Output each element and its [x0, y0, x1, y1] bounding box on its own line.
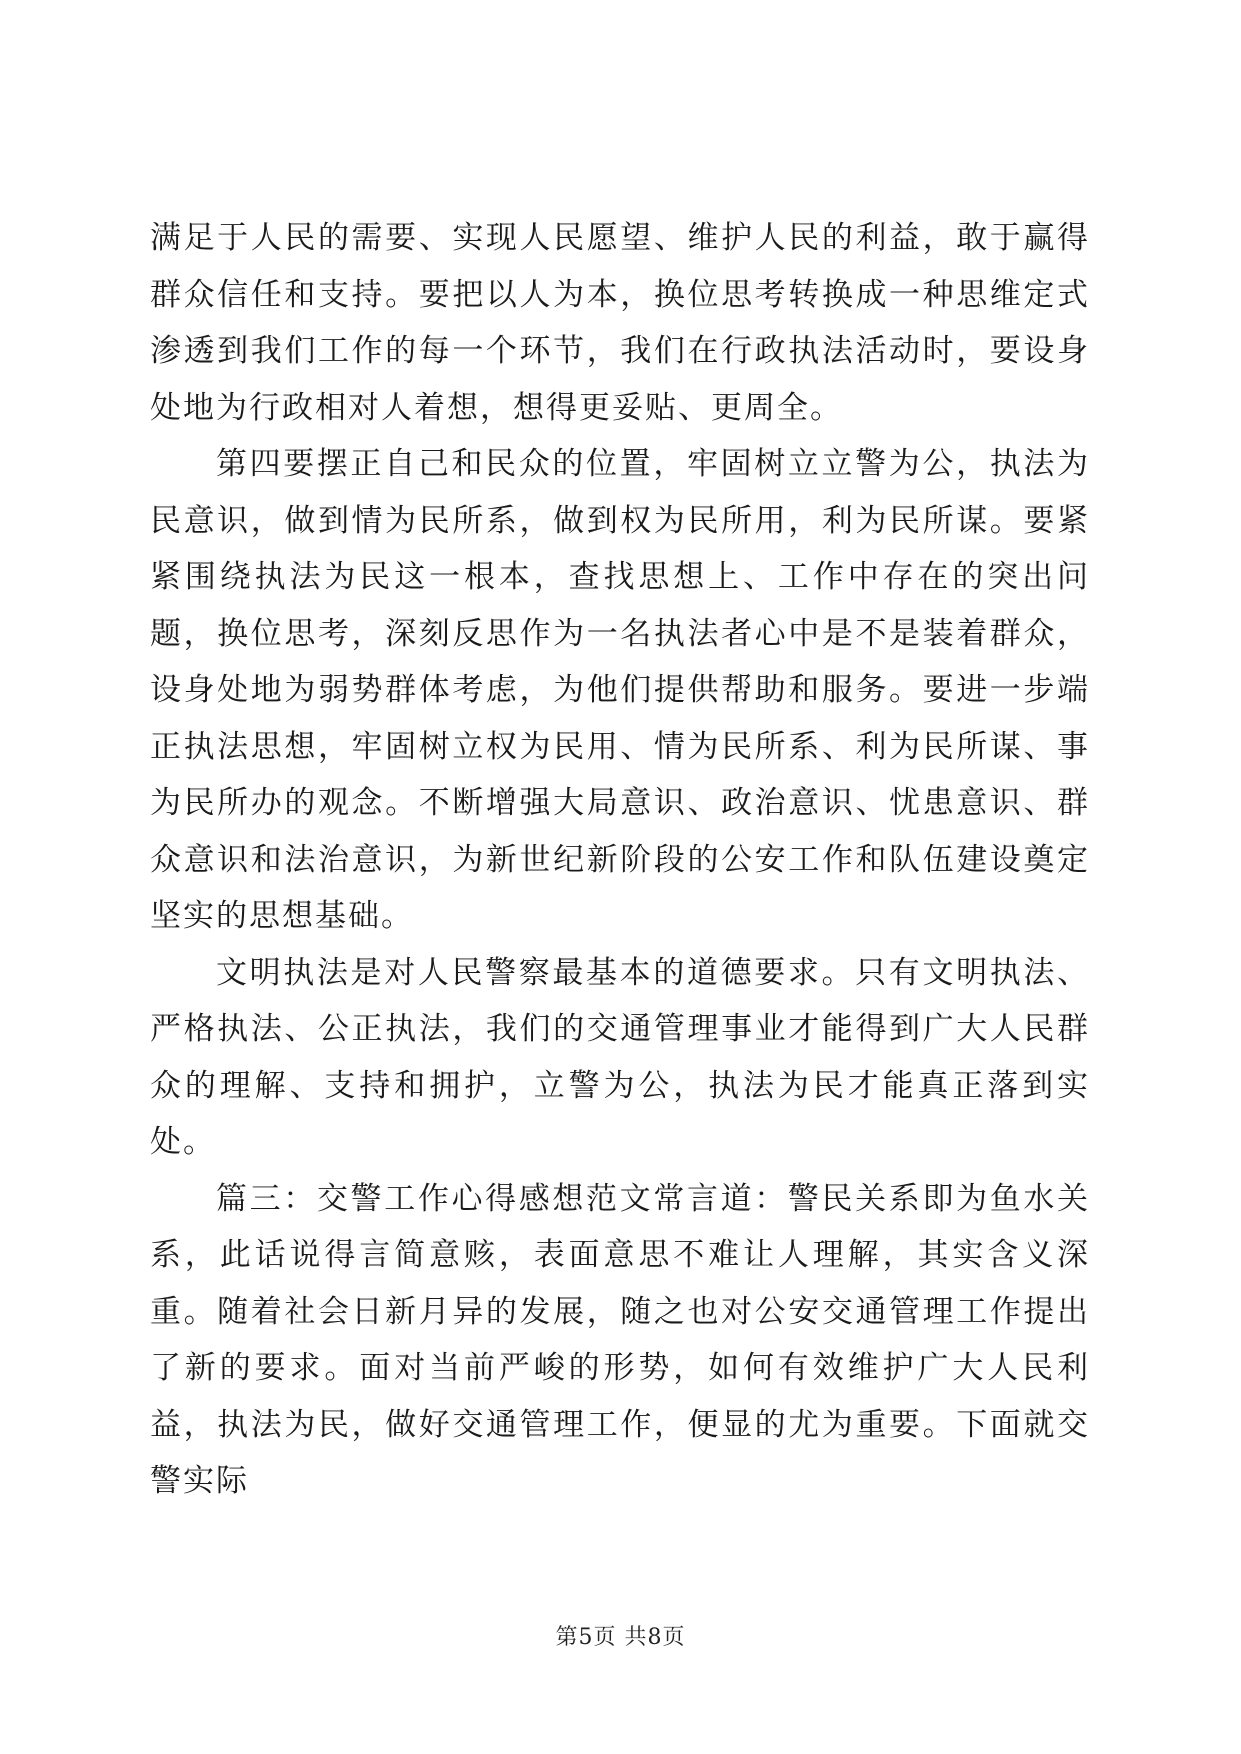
- paragraph-civilized-enforcement: 文明执法是对人民警察最基本的道德要求。只有文明执法、严格执法、公正执法，我们的交通管理事业才能得到广大人民群众的理解、支持和拥护，立警为公，执法为民才能真正落到实处。: [150, 954, 1090, 1160]
- paragraph-continuation: 满足于人民的需要、实现人民愿望、维护人民的利益，敢于赢得群众信任和支持。要把以人为本，换位思考转换成一种思维定式渗透到我们工作的每一个环节，我们在行政执法活动时，要设身处地为行政相对人着想，想得更妥贴、更周全。: [150, 220, 1090, 426]
- paragraph-article-three: 篇三：交警工作心得感想范文常言道：警民关系即为鱼水关系，此话说得言简意赅，表面意思不难让人理解，其实含义深重。随着社会日新月异的发展，随之也对公安交通管理工作提出了新的要求。面对当前严峻的形势，如何有效维护广大人民利益，执法为民，做好交通管理工作，便显的尤为重要。下面就交警实际: [150, 1180, 1090, 1499]
- document-body: [150, 210, 1090, 1510]
- paragraph-fourth-point: 第四要摆正自己和民众的位置，牢固树立立警为公，执法为民意识，做到情为民所系，做到权为民所用，利为民所谋。要紧紧围绕执法为民这一根本，查找思想上、工作中存在的突出问题，换位思考，深刻反思作为一名执法者心中是不是装着群众，设身处地为弱势群体考虑，为他们提供帮助和服务。要进一步端正执法思想，牢固树立权为民用、情为民所系、利为民所谋、事为民所办的观念。不断增强大局意识、政治意识、忧患意识、群众意识和法治意识，为新世纪新阶段的公安工作和队伍建设奠定坚实的思想基础。: [150, 446, 1090, 934]
- page-number-footer: 第5页 共8页: [555, 1625, 686, 1650]
